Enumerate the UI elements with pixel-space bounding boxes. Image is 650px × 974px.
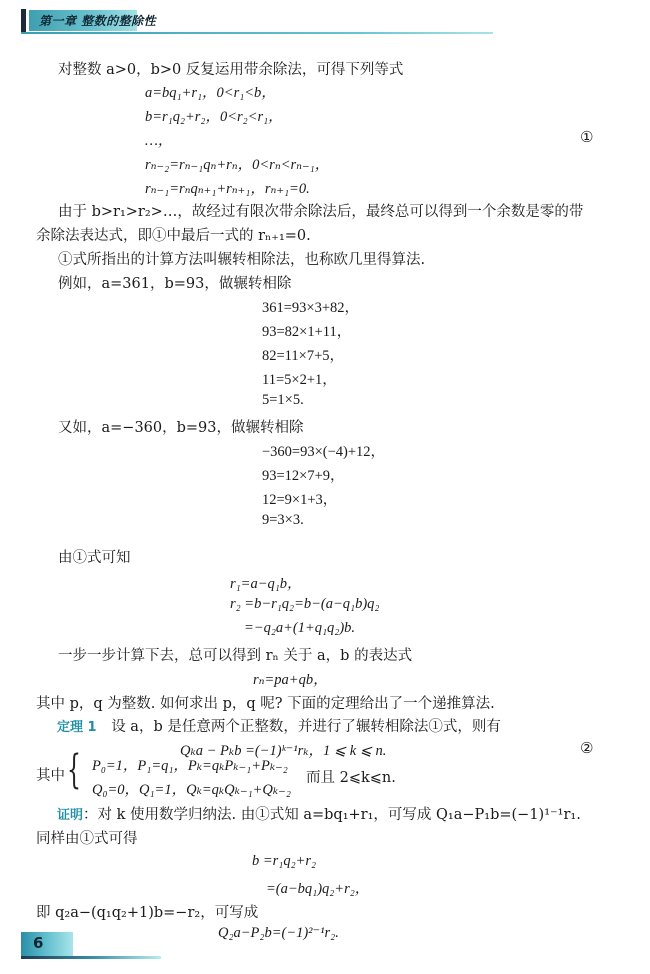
recurrence-p: P₀=1，P₁=q₁，Pₖ=qₖPₖ₋₁+Pₖ₋₂ [92, 758, 288, 774]
paragraph-intro: 对整数 a>0，b>0 反复运用带余除法，可得下列等式 [58, 62, 404, 78]
equation-number-2: ② [580, 739, 594, 757]
page-number: 6 [33, 934, 44, 952]
where-prefix: 其中 [36, 768, 65, 784]
paragraph-question: 其中 p，q 为整数. 如何求出 p，q 呢? 下面的定理给出了一个递推算法. [36, 696, 495, 712]
theorem-1 [57, 715, 501, 736]
equation-line: 12=9×1+3， [262, 492, 338, 508]
paragraph-line: 由于 b>r₁>r₂>…，故经过有限次带余除法后，最终总可以得到一个余数是零的带 [58, 204, 584, 220]
equation-line: rₙ₋₂=rₙ₋₁qₙ+rₙ，0<rₙ<rₙ₋₁， [145, 157, 330, 173]
proof [57, 803, 581, 824]
theorem-label: 定理 1 [57, 720, 97, 735]
header-rule [21, 32, 493, 34]
proof-line: 即 q₂a−(q₁q₂+1)b=−r₂，可写成 [36, 905, 259, 921]
equation-line: 82=11×7+5， [262, 348, 344, 364]
equation-2: Qₖa − Pₖb =(−1)ᵏ⁻¹rₖ，1 ⩽ k ⩽ n. [180, 743, 387, 759]
example-1-intro: 例如，a=361，b=93，做辗转相除 [58, 276, 292, 292]
theorem-text: 设 a，b 是任意两个正整数，并进行了辗转相除法①式，则有 [111, 719, 501, 735]
equation-line: 93=12×7+9， [262, 468, 345, 484]
paragraph-step: 一步一步计算下去，总可以得到 rₙ 关于 a，b 的表达式 [58, 648, 413, 664]
left-brace-icon: { [67, 747, 81, 793]
paragraph-line: 余除法表达式，即①中最后一式的 rₙ₊₁=0. [36, 228, 311, 244]
equation-line: 93=82×1+11， [262, 324, 352, 340]
equation-line: =(a−bq₁)q₂+r₂， [266, 881, 370, 897]
equation-line: r₂ =b−r₁q₂=b−(a−q₁b)q₂ [230, 596, 380, 612]
equation-line: 361=93×3+82， [262, 300, 360, 316]
where-suffix: 而且 2⩽k⩽n. [306, 770, 396, 786]
recurrence-q: Q₀=0，Q₁=1，Qₖ=qₖQₖ₋₁+Qₖ₋₂ [92, 782, 291, 798]
equation-line: 11=5×2+1， [262, 372, 337, 388]
equation-rn: rₙ=pa+qb， [253, 672, 328, 688]
paragraph-from-eq1: 由①式可知 [58, 550, 131, 566]
equation-line: b=r₁q₂+r₂，0<r₂<r₁， [145, 109, 283, 125]
header-bar-marker [21, 9, 26, 32]
example-2-intro: 又如，a=−360，b=93，做辗转相除 [58, 420, 304, 436]
proof-line: 同样由①式可得 [36, 831, 138, 847]
page-number-tab [21, 932, 73, 956]
equation-line: 9=3×3. [262, 512, 304, 528]
equation-line: −360=93×(−4)+12， [262, 444, 386, 460]
equation-line: 5=1×5. [262, 392, 304, 408]
equation-line: =−q₂a+(1+q₁q₂)b. [244, 620, 356, 636]
equation-line: rₙ₋₁=rₙqₙ₊₁+rₙ₊₁，rₙ₊₁=0. [145, 181, 310, 197]
paragraph-euclid: ①式所指出的计算方法叫辗转相除法，也称欧几里得算法. [58, 252, 426, 268]
equation-line: …， [145, 133, 173, 149]
equation-line: a=bq₁+r₁，0<r₁<b， [145, 85, 276, 101]
equation-number-1: ① [580, 128, 594, 146]
equation-line: r₁=a−q₁b， [230, 576, 302, 592]
proof-text: ：对 k 使用数学归纳法. 由①式知 a=bq₁+r₁，可写成 Q₁a−P₁b=(−1)¹⁻¹r₁. [83, 807, 581, 823]
chapter-title: 第一章 整数的整除性 [39, 14, 157, 28]
proof-label: 证明 [57, 808, 84, 823]
footer-rule [21, 956, 161, 959]
equation-line: b =r₁q₂+r₂ [252, 853, 317, 869]
equation-final: Q₂a−P₂b=(−1)²⁻¹r₂. [218, 925, 339, 941]
